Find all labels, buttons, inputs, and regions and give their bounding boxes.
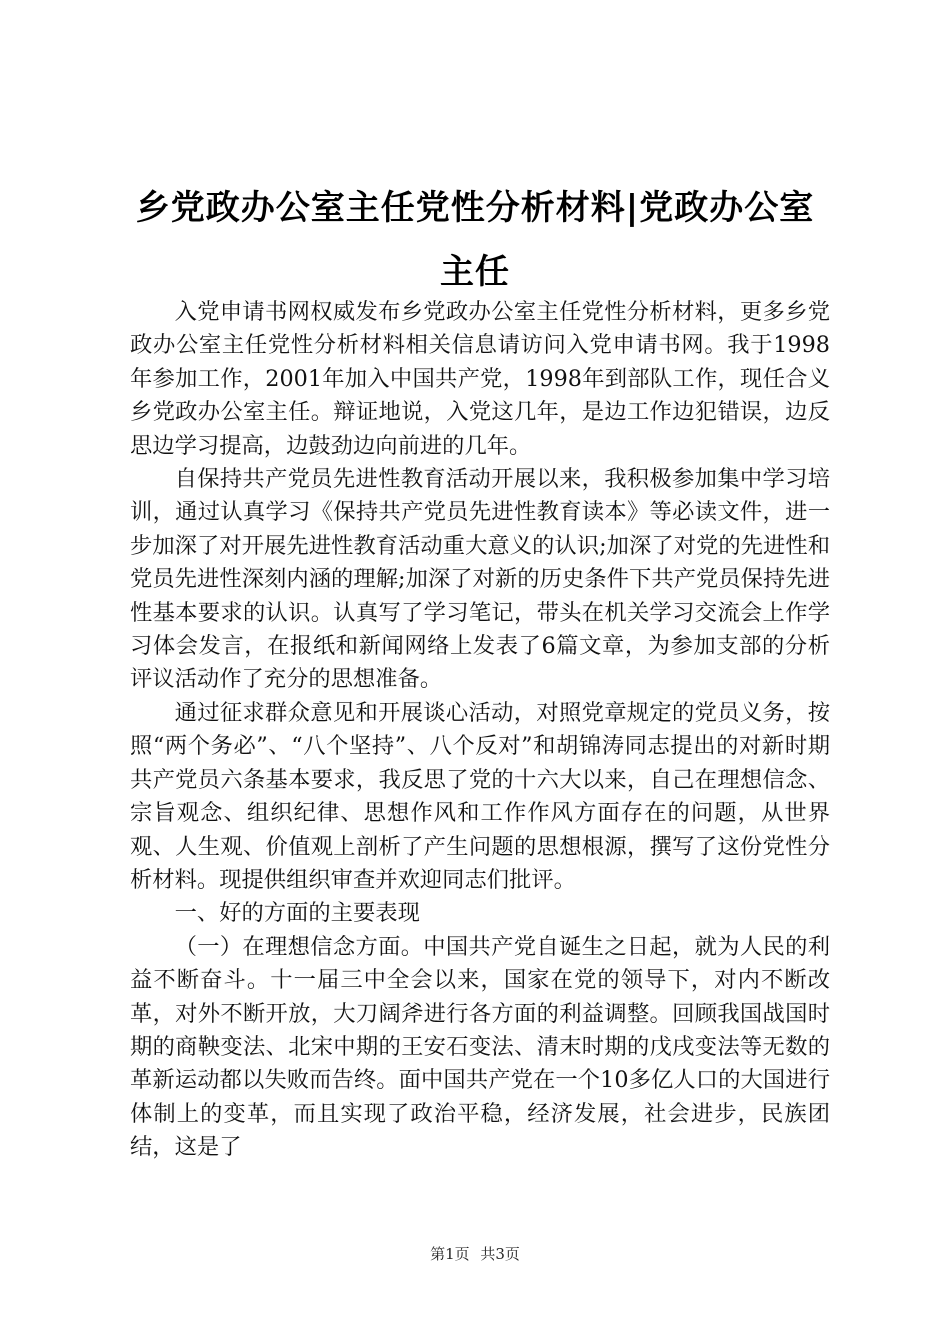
document-title: 乡党政办公室主任党性分析材料|党政办公室主任	[135, 188, 815, 292]
section-heading: 一、好的方面的主要表现	[174, 900, 420, 927]
paragraph-self-review: 通过征求群众意见和开展谈心活动，对照党章规定的党员义务，按照“两个务必”、“八个坚持”、八个反对”和胡锦涛同志提出的对新时期共产党员六条基本要求，我反思了党的十六大以来，自己在理想信念、宗旨观念、组织纪律、思想作风和工作作风方面存在的问题，从世界观、人生观、价值观上剖析了产生问题的思想根源，撰写了这份党性分析材料。现提供组织审查并欢迎同志们批评。	[130, 699, 830, 893]
paragraph-ideals: （一）在理想信念方面。中国共产党自诞生之日起，就为人民的利益不断奋斗。十一届三中全会以来，国家在党的领导下，对内不断改革，对外不断开放，大刀阔斧进行各方面的利益调整。回顾我国战国时期的商鞅变法、北宋中期的王安石变法、清末时期的戊戌变法等无数的革新运动都以失败而告终。面中国共产党在一个10多亿人口的大国进行体制上的变革，而且实现了政治平稳，经济发展，社会进步，民族团结，这是了	[130, 933, 830, 1161]
page-footer: 第1页 共3页	[430, 1245, 520, 1263]
paragraph-education-activity: 自保持共产党员先进性教育活动开展以来，我积极参加集中学习培训，通过认真学习《保持共产党员先进性教育读本》等必读文件，进一步加深了对开展先进性教育活动重大意义的认识;加深了对党的先进性和党员先进性深刻内涵的理解;加深了对新的历史条件下共产党员保持先进性基本要求的认识。认真写了学习笔记，带头在机关学习交流会上作学习体会发言，在报纸和新闻网络上发表了6篇文章，为参加支部的分析评议活动作了充分的思想准备。	[130, 466, 830, 693]
document-body	[130, 296, 830, 1165]
paragraph-intro: 入党申请书网权威发布乡党政办公室主任党性分析材料，更多乡党政办公室主任党性分析材料相关信息请访问入党申请书网。我于1998年参加工作，2001年加入中国共产党，1998年到部队工作，现任合义乡党政办公室主任。辩证地说，入党这几年，是边工作边犯错误，边反思边学习提高，边鼓劲边向前进的几年。	[130, 299, 830, 459]
